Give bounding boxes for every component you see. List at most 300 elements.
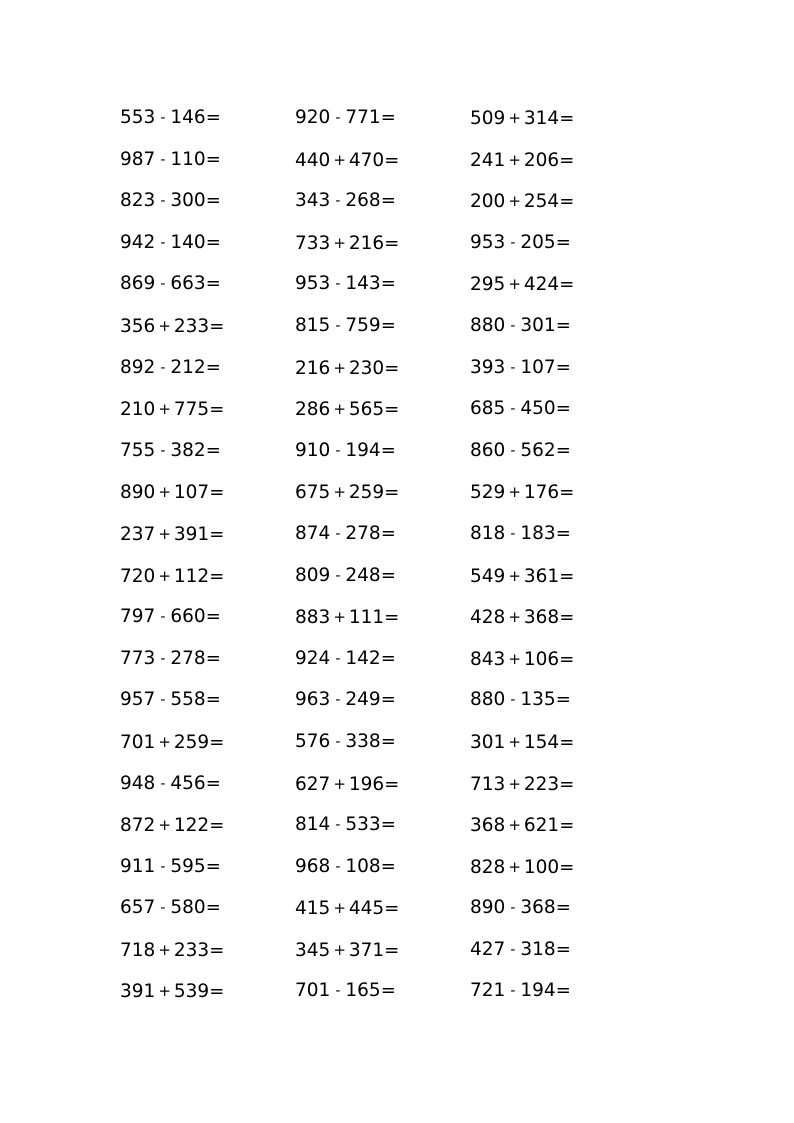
operand-b: 565 [348, 399, 385, 421]
operator: - [335, 317, 341, 334]
equals-sign: = [384, 232, 400, 254]
operand-a: 809 [295, 564, 331, 586]
operator: + [333, 150, 346, 169]
operator: + [158, 940, 171, 959]
equals-sign: = [559, 731, 575, 753]
operand-a: 237 [120, 523, 156, 545]
equals-sign: = [209, 399, 225, 421]
operator: + [508, 816, 521, 835]
operator: + [333, 774, 346, 793]
operand-a: 987 [120, 148, 156, 170]
operand-a: 874 [295, 522, 331, 544]
operand-b: 194 [345, 439, 381, 461]
operand-b: 391 [173, 523, 210, 545]
operator: + [158, 816, 171, 835]
math-problem [470, 728, 620, 770]
operator: - [335, 442, 341, 459]
math-problem [295, 229, 445, 271]
equals-sign: = [205, 897, 221, 919]
equals-sign: = [209, 731, 225, 753]
operator: - [160, 692, 166, 709]
operand-b: 318 [520, 938, 556, 960]
operand-a: 860 [470, 439, 506, 461]
math-problem [120, 853, 270, 895]
operator: - [160, 900, 166, 917]
operator: + [508, 150, 521, 169]
operator: - [160, 442, 166, 459]
operand-a: 720 [120, 565, 156, 587]
equals-sign: = [209, 815, 225, 837]
operand-a: 880 [470, 314, 506, 336]
operator: - [335, 110, 341, 126]
operand-b: 143 [345, 273, 381, 295]
equals-sign: = [209, 981, 225, 1003]
equals-sign: = [380, 814, 396, 836]
math-problem [470, 853, 620, 895]
math-problem [470, 894, 620, 936]
operand-b: 194 [520, 980, 556, 1002]
math-problem [470, 562, 620, 604]
math-problem [470, 229, 620, 271]
operand-a: 948 [120, 772, 156, 794]
equals-sign: = [205, 606, 221, 628]
equals-sign: = [559, 565, 575, 587]
operator: + [333, 940, 346, 959]
math-problem [295, 146, 445, 188]
equals-sign: = [555, 356, 571, 378]
operand-b: 259 [173, 731, 210, 753]
math-problem [120, 312, 270, 354]
operand-a: 733 [295, 232, 331, 254]
equals-sign: = [380, 107, 396, 128]
operand-b: 223 [523, 773, 560, 795]
operand-b: 368 [520, 897, 556, 919]
operand-b: 456 [170, 772, 206, 794]
math-problem [470, 645, 620, 687]
math-problem [470, 478, 620, 520]
operand-a: 890 [470, 897, 506, 919]
equals-sign: = [380, 564, 396, 586]
operand-a: 200 [470, 191, 506, 213]
operand-b: 300 [170, 190, 206, 212]
math-problem [470, 437, 620, 479]
operand-a: 911 [120, 855, 156, 877]
operand-a: 368 [470, 815, 506, 837]
equals-sign: = [209, 315, 225, 337]
equals-sign: = [555, 689, 571, 711]
operand-a: 957 [120, 689, 156, 711]
operand-b: 278 [345, 522, 381, 544]
operand-a: 880 [470, 689, 506, 711]
operator: + [508, 608, 521, 627]
math-problem [120, 104, 270, 146]
operand-b: 371 [348, 939, 385, 961]
math-problem [295, 562, 445, 604]
operand-a: 773 [120, 647, 156, 669]
equals-sign: = [384, 357, 400, 379]
math-problem [295, 395, 445, 437]
math-problem [120, 354, 270, 396]
operand-b: 100 [523, 856, 560, 878]
equals-sign: = [205, 647, 221, 669]
operand-a: 953 [295, 273, 331, 295]
operand-a: 869 [120, 273, 156, 295]
operator: - [160, 650, 166, 667]
operator: - [510, 900, 516, 917]
operator: + [508, 566, 521, 585]
equals-sign: = [384, 399, 400, 421]
operand-b: 142 [345, 647, 381, 669]
operator: + [158, 316, 171, 335]
operator: + [508, 857, 521, 876]
operand-a: 286 [295, 399, 331, 421]
equals-sign: = [380, 273, 396, 295]
operand-a: 892 [120, 356, 156, 378]
math-problem [295, 603, 445, 645]
operand-b: 580 [170, 897, 206, 919]
operand-b: 107 [520, 356, 556, 378]
equals-sign: = [380, 689, 396, 711]
equals-sign: = [555, 231, 571, 253]
operator: - [160, 858, 166, 875]
math-problem [295, 104, 445, 146]
operator: + [508, 192, 521, 211]
math-problem [470, 270, 620, 312]
operand-a: 755 [120, 439, 156, 461]
equals-sign: = [380, 980, 396, 1002]
operand-a: 883 [295, 607, 331, 629]
operator: - [510, 941, 516, 958]
operator: - [510, 692, 516, 709]
operand-b: 558 [170, 689, 206, 711]
math-problem [470, 104, 620, 146]
math-problem [120, 229, 270, 271]
operand-b: 106 [523, 648, 560, 670]
operand-a: 529 [470, 482, 506, 504]
operand-a: 963 [295, 689, 331, 711]
math-problem [120, 603, 270, 645]
equals-sign: = [380, 730, 396, 752]
equals-sign: = [384, 607, 400, 629]
operand-a: 391 [120, 981, 156, 1003]
operand-a: 509 [470, 108, 506, 129]
operand-b: 216 [348, 232, 385, 254]
operand-a: 701 [295, 980, 331, 1002]
operator: - [160, 234, 166, 251]
operator: - [335, 193, 341, 210]
equals-sign: = [205, 148, 221, 170]
operand-a: 968 [295, 855, 331, 877]
equals-sign: = [559, 773, 575, 795]
equals-sign: = [555, 897, 571, 919]
operand-b: 254 [523, 191, 560, 213]
equals-sign: = [205, 356, 221, 378]
equals-sign: = [380, 190, 396, 212]
math-problem [295, 520, 445, 562]
operator: + [333, 899, 346, 918]
equals-sign: = [384, 773, 400, 795]
operand-b: 196 [348, 773, 385, 795]
operand-a: 818 [470, 522, 506, 544]
equals-sign: = [209, 565, 225, 587]
operand-b: 146 [170, 107, 206, 128]
operand-b: 268 [345, 190, 381, 212]
operand-b: 107 [173, 482, 210, 504]
operand-b: 154 [523, 731, 560, 753]
operand-b: 338 [345, 730, 381, 752]
operand-b: 212 [170, 356, 206, 378]
operand-a: 428 [470, 607, 506, 629]
operator: - [160, 609, 166, 626]
operator: + [508, 649, 521, 668]
operator: + [158, 732, 171, 751]
operand-a: 356 [120, 315, 156, 337]
operand-b: 382 [170, 439, 206, 461]
math-problem [120, 146, 270, 188]
math-problem [120, 187, 270, 229]
math-problem [295, 977, 445, 1019]
operand-b: 314 [523, 108, 560, 129]
operand-b: 775 [173, 399, 210, 421]
operand-a: 814 [295, 814, 331, 836]
operand-b: 110 [170, 148, 206, 170]
operand-a: 241 [470, 149, 506, 171]
operator: - [335, 692, 341, 709]
equals-sign: = [209, 482, 225, 504]
math-problem [470, 603, 620, 645]
operand-b: 278 [170, 647, 206, 669]
operand-a: 393 [470, 356, 506, 378]
operand-b: 533 [345, 814, 381, 836]
operator: - [335, 733, 341, 750]
operator: + [158, 483, 171, 502]
operator: - [160, 110, 166, 126]
operand-b: 445 [348, 898, 385, 920]
equals-sign: = [555, 439, 571, 461]
operand-b: 361 [523, 565, 560, 587]
equals-sign: = [380, 522, 396, 544]
operand-a: 823 [120, 190, 156, 212]
math-problem [295, 936, 445, 978]
operand-b: 368 [523, 607, 560, 629]
equals-sign: = [205, 439, 221, 461]
math-problem [295, 354, 445, 396]
equals-sign: = [559, 815, 575, 837]
operator: + [508, 109, 521, 127]
operand-b: 233 [173, 315, 210, 337]
operand-a: 701 [120, 731, 156, 753]
operand-a: 440 [295, 149, 331, 171]
operand-b: 183 [520, 522, 556, 544]
operator: - [510, 442, 516, 459]
equals-sign: = [380, 439, 396, 461]
math-problem [295, 853, 445, 895]
math-problem [470, 187, 620, 229]
math-problem [295, 811, 445, 853]
operand-b: 450 [520, 398, 556, 420]
math-problem [120, 770, 270, 812]
equals-sign: = [555, 522, 571, 544]
operand-b: 771 [345, 107, 381, 128]
operator: - [335, 567, 341, 584]
operand-b: 562 [520, 439, 556, 461]
operand-b: 112 [173, 565, 210, 587]
math-problem [470, 811, 620, 853]
equals-sign: = [205, 855, 221, 877]
equals-sign: = [559, 607, 575, 629]
operator: - [160, 151, 166, 168]
equals-sign: = [380, 314, 396, 336]
equals-sign: = [380, 855, 396, 877]
operator: - [510, 234, 516, 251]
math-problem [295, 645, 445, 687]
math-problem [295, 770, 445, 812]
operator: - [510, 317, 516, 334]
equals-sign: = [209, 939, 225, 961]
equals-sign: = [205, 689, 221, 711]
operand-a: 953 [470, 231, 506, 253]
math-problem [470, 770, 620, 812]
math-problem [120, 395, 270, 437]
operand-a: 718 [120, 939, 156, 961]
operand-a: 553 [120, 107, 156, 128]
operand-b: 759 [345, 314, 381, 336]
equals-sign: = [559, 274, 575, 296]
operand-b: 140 [170, 231, 206, 253]
operator: - [335, 983, 341, 1000]
math-problem [295, 187, 445, 229]
operand-a: 872 [120, 815, 156, 837]
math-problem [470, 354, 620, 396]
equals-sign: = [555, 938, 571, 960]
operand-a: 549 [470, 565, 506, 587]
operator: - [510, 359, 516, 376]
problem-column-1 [120, 104, 270, 1019]
operator: - [510, 401, 516, 418]
math-problem [120, 478, 270, 520]
operand-a: 713 [470, 773, 506, 795]
problem-column-2 [295, 104, 445, 1019]
math-problem [120, 645, 270, 687]
operator: + [333, 400, 346, 419]
operator: - [160, 775, 166, 792]
operand-a: 920 [295, 107, 331, 128]
math-problem [295, 478, 445, 520]
operand-a: 828 [470, 856, 506, 878]
math-problem [470, 520, 620, 562]
equals-sign: = [384, 482, 400, 504]
math-problem [295, 894, 445, 936]
operator: - [160, 359, 166, 376]
equals-sign: = [559, 856, 575, 878]
operand-a: 343 [295, 190, 331, 212]
math-problem [120, 562, 270, 604]
operand-a: 815 [295, 314, 331, 336]
operator: + [158, 982, 171, 1001]
operand-b: 122 [173, 815, 210, 837]
equals-sign: = [555, 980, 571, 1002]
math-problem [470, 312, 620, 354]
math-problem [470, 977, 620, 1019]
math-problem [470, 936, 620, 978]
operand-b: 595 [170, 855, 206, 877]
math-problem [295, 312, 445, 354]
operand-a: 576 [295, 730, 331, 752]
operator: + [508, 774, 521, 793]
operand-b: 660 [170, 606, 206, 628]
operator: + [508, 483, 521, 502]
operand-b: 663 [170, 273, 206, 295]
operand-a: 721 [470, 980, 506, 1002]
equals-sign: = [555, 398, 571, 420]
math-problem [120, 936, 270, 978]
equals-sign: = [205, 273, 221, 295]
operand-b: 301 [520, 314, 556, 336]
operand-b: 233 [173, 939, 210, 961]
operator: - [160, 276, 166, 293]
math-problem [295, 728, 445, 770]
operand-b: 539 [173, 981, 210, 1003]
math-problem [120, 728, 270, 770]
operator: + [158, 566, 171, 585]
operand-b: 176 [523, 482, 560, 504]
operand-a: 685 [470, 398, 506, 420]
operator: + [333, 483, 346, 502]
operand-a: 216 [295, 357, 331, 379]
operand-a: 627 [295, 773, 331, 795]
operand-b: 249 [345, 689, 381, 711]
math-problem [470, 395, 620, 437]
math-problem [120, 977, 270, 1019]
operator: - [335, 650, 341, 667]
math-problem [295, 437, 445, 479]
operator: + [333, 233, 346, 252]
math-problem [120, 686, 270, 728]
operand-b: 135 [520, 689, 556, 711]
operator: - [510, 525, 516, 542]
operator: + [158, 524, 171, 543]
operand-b: 206 [523, 149, 560, 171]
equals-sign: = [205, 231, 221, 253]
equals-sign: = [205, 190, 221, 212]
operator: + [508, 275, 521, 294]
operand-a: 415 [295, 898, 331, 920]
operand-b: 230 [348, 357, 385, 379]
equals-sign: = [384, 939, 400, 961]
operand-b: 259 [348, 482, 385, 504]
operand-a: 345 [295, 939, 331, 961]
operator: - [335, 858, 341, 875]
equals-sign: = [205, 107, 221, 128]
equals-sign: = [555, 314, 571, 336]
equals-sign: = [559, 191, 575, 213]
operand-a: 295 [470, 274, 506, 296]
math-problem [470, 686, 620, 728]
operand-b: 248 [345, 564, 381, 586]
operand-a: 910 [295, 439, 331, 461]
operand-b: 165 [345, 980, 381, 1002]
operator: - [335, 525, 341, 542]
operand-a: 942 [120, 231, 156, 253]
math-problem [120, 270, 270, 312]
operand-b: 470 [348, 149, 385, 171]
equals-sign: = [559, 149, 575, 171]
operator: - [160, 193, 166, 210]
operand-a: 210 [120, 399, 156, 421]
equals-sign: = [559, 482, 575, 504]
operand-a: 797 [120, 606, 156, 628]
operand-b: 205 [520, 231, 556, 253]
